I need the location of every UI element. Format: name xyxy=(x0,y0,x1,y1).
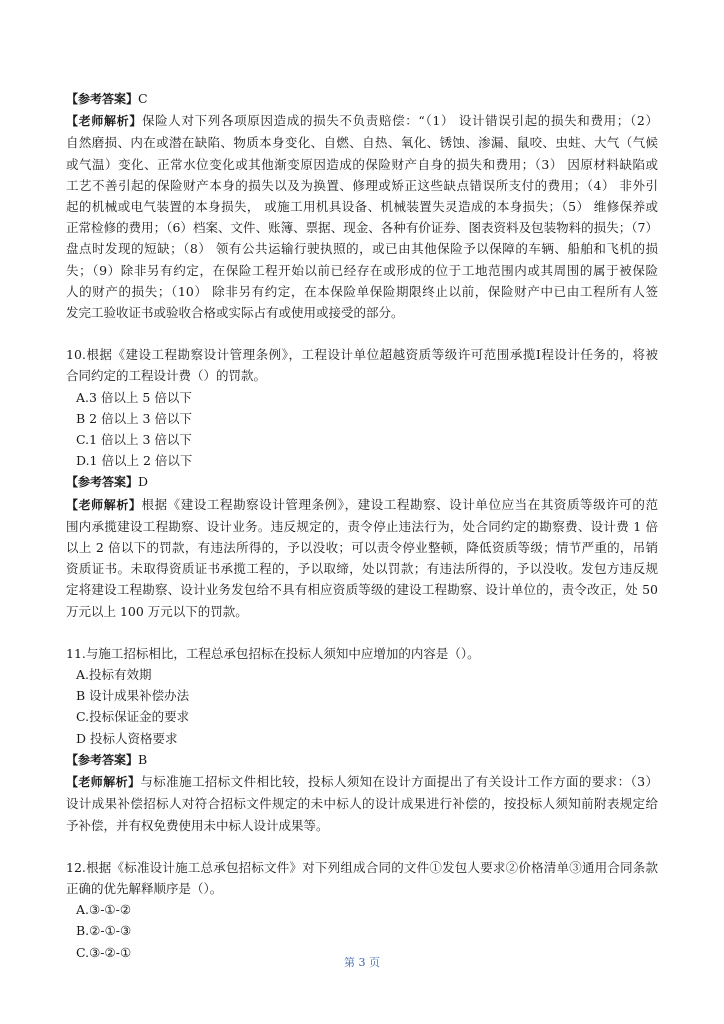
option-a: A.③-①-② xyxy=(76,902,132,918)
answer-line xyxy=(66,471,658,493)
option-d: D.1 倍以上 2 倍以下 xyxy=(76,453,193,469)
option-a: A.3 倍以上 5 倍以下 xyxy=(76,389,192,405)
question-stem: 12.根据《标准设计施工总承包招标文件》对下列组成合同的文件①发包人要求②价格清单③通用合同条款 xyxy=(66,859,658,875)
analysis-line: 设计成果补偿招标人对符合招标文件规定的未中标人的设计成果进行补偿的，按投标人须知前附表规定给 xyxy=(66,796,658,812)
analysis-tag: 【老师解析】 xyxy=(66,114,142,129)
analysis-line: 工艺不善引起的保险财产本身的损失以及为换置、修理或矫正这些缺点错误所支付的费用；（4） 非外引 xyxy=(66,177,658,193)
option-c: C.③-②-① xyxy=(76,944,132,960)
analysis-line: 围内承揽建设工程勘察、设计业务。违反规定的，责令停止违法行为，处合同约定的勘察费、设计费 1 倍 xyxy=(66,518,658,534)
analysis-line: 【老师解析】与标准施工招标文件相比较，投标人须知在设计方面提出了有关设计工作方面的要求：（3） xyxy=(66,774,658,790)
analysis-tag: 【老师解析】 xyxy=(66,497,142,512)
analysis-line: 发完工验收证书或验收合格或实际占有或使用或接受的部分。 xyxy=(66,305,404,321)
analysis-line: 万元以上 100 万元以下的罚款。 xyxy=(66,603,248,619)
answer-value: D xyxy=(138,474,149,490)
page-number: 第 3 页 xyxy=(344,956,380,969)
analysis-line: 失；（9）除非另有约定，在保险工程开始以前已经存在或形成的位于工地范围内或其周围的属于被保险 xyxy=(66,262,658,278)
answer-value: B xyxy=(138,751,148,767)
analysis-line: 资质证书。未取得资质证书承揽工程的，予以取缔，处以罚款；有违法所得的，予以没收。发包方违反规 xyxy=(66,561,658,577)
analysis-line: 或气温）变化、正常水位变化或其他渐变原因造成的保险财产自身的损失和费用；（3） 因原材料缺陷或 xyxy=(66,156,658,172)
analysis-line: 正常检修的费用；（6）档案、文件、账簿、票据、现金、各种有价证券、图表资料及包装物料的损失；（7） xyxy=(66,220,658,236)
option-b: B.②-①-③ xyxy=(76,923,132,939)
answer-line xyxy=(66,749,658,771)
analysis-line: 【老师解析】根据《建设工程勘察设计管理条例》，建设工程勘察、设计单位应当在其资质等级许可的范 xyxy=(66,496,658,512)
answer-value: C xyxy=(138,91,148,106)
question-stem: 正确的优先解释顺序是（）。 xyxy=(66,880,223,896)
analysis-line: 【老师解析】保险人对下列各项原因造成的损失不负责赔偿：“（1） 设计错误引起的损失和费用；（2） xyxy=(66,113,658,129)
question-stem: 11.与施工招标相比，工程总承包招标在投标人须知中应增加的内容是（）。 xyxy=(66,645,480,661)
option-a: A.投标有效期 xyxy=(76,667,152,683)
option-d: D 投标人资格要求 xyxy=(76,730,178,746)
analysis-line: 人的财产的损失；（10） 除非另有约定，在本保险单保险期限终止以前，保险财产中已由工程所有人签 xyxy=(66,283,658,299)
question-stem: 合同约定的工程设计费（）的罚款。 xyxy=(66,368,267,384)
answer-tag: 【参考答案】 xyxy=(66,752,139,767)
answer-tag: 【参考答案】 xyxy=(66,92,139,106)
option-b: B 2 倍以上 3 倍以下 xyxy=(76,410,192,426)
answer-tag: 【参考答案】 xyxy=(66,475,139,490)
option-b: B 设计成果补偿办法 xyxy=(76,688,190,704)
analysis-tag: 【老师解析】 xyxy=(66,775,141,790)
page-content xyxy=(66,88,658,963)
analysis-line: 盘点时发现的短缺；（8） 领有公共运输行驶执照的，或已由其他保险予以保障的车辆、船舶和飞机的损 xyxy=(66,241,658,257)
question-stem: 10.根据《建设工程勘察设计管理条例》，工程设计单位超越资质等级许可范围承揽Ⅰ程设计任务的，将被 xyxy=(66,347,658,363)
analysis-line: 以上 2 倍以下的罚款，有违法所得的，予以没收；可以责令停业整顿，降低资质等级；情节严重的，吊销 xyxy=(66,540,658,556)
analysis-line: 予补偿，并有权免费使用未中标人设计成果等。 xyxy=(66,817,329,833)
answer-line xyxy=(66,88,658,110)
analysis-line: 定将建设工程勘察、设计业务发包给不具有相应资质等级的建设工程勘察、设计单位的，责令改正，处 50 xyxy=(66,582,658,598)
option-c: C.1 倍以上 3 倍以下 xyxy=(76,432,192,448)
analysis-line: 起的机械或电气装置的本身损失， 或施工用机具设备、机械装置失灵造成的本身损失；（5） 维修保养或 xyxy=(66,199,658,215)
option-c: C.投标保证金的要求 xyxy=(76,709,190,725)
analysis-line: 自然磨损、内在或潜在缺陷、物质本身变化、自燃、自热、氧化、锈蚀、渗漏、鼠咬、虫蛀、大气（气候 xyxy=(66,135,658,151)
